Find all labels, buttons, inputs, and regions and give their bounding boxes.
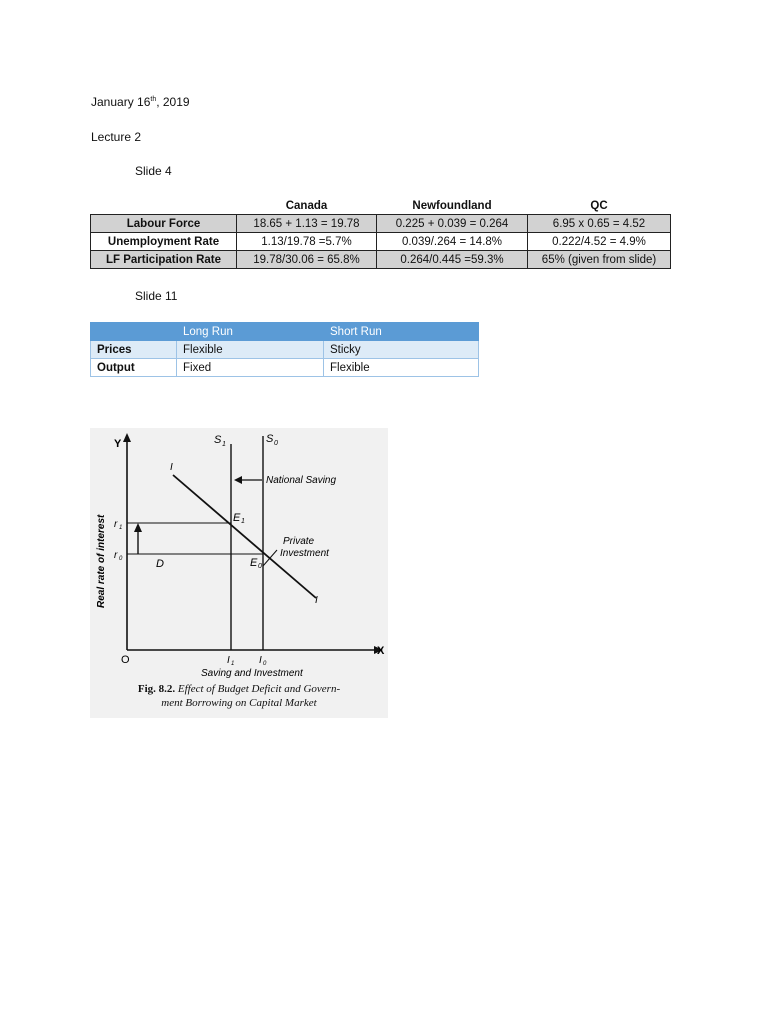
e0-subscript: 0: [258, 563, 262, 570]
table-header-cell: Short Run: [324, 323, 479, 341]
table-cell: 0.264/0.445 =59.3%: [377, 251, 528, 269]
table-cell: Sticky: [324, 341, 479, 359]
r0-subscript: 0: [119, 556, 123, 562]
s1-subscript: 1: [222, 441, 226, 448]
labour-statistics-table: [90, 197, 671, 269]
table-cell: 18.65 + 1.13 = 19.78: [237, 215, 377, 233]
table-row: [91, 341, 479, 359]
table-cell: 19.78/30.06 = 65.8%: [237, 251, 377, 269]
row-header-cell: LF Participation Rate: [91, 251, 237, 269]
date-line: [91, 95, 190, 109]
figure-number: Fig. 8.2.: [137, 683, 176, 695]
table-header-cell: Canada: [285, 199, 328, 212]
i0-label: I: [259, 655, 262, 666]
private-investment-label-1: Private: [283, 536, 315, 547]
table-cell: 0.039/.264 = 14.8%: [377, 233, 528, 251]
curve-label-bottom: I: [315, 595, 318, 606]
r1-subscript: 1: [119, 525, 123, 531]
table-row: [91, 251, 671, 269]
figure-caption: [90, 682, 388, 710]
e1-subscript: 1: [241, 518, 245, 525]
table-cell: 1.13/19.78 =5.7%: [237, 233, 377, 251]
x-axis-title: Saving and Investment: [201, 668, 303, 678]
x-axis-letter: X: [377, 645, 385, 657]
i1-subscript: 1: [231, 661, 235, 667]
figure-caption-line-1: Effect of Budget Deficit and Govern-: [177, 683, 341, 695]
interest-rise-arrowhead: [134, 523, 142, 532]
r1-label: r: [114, 519, 118, 530]
curve-label-top: I: [170, 462, 173, 473]
slide-4-heading: Slide 4: [135, 164, 172, 178]
table-row: [91, 215, 671, 233]
date-prefix: January 16: [91, 95, 151, 109]
s1-label: S: [214, 434, 222, 446]
date-superscript: th: [150, 96, 157, 103]
row-header-cell: Output: [91, 359, 177, 377]
table-cell: 65% (given from slide): [528, 251, 671, 269]
s0-subscript: 0: [274, 440, 278, 447]
e0-label: E: [250, 557, 258, 569]
table-header-cell: QC: [590, 199, 608, 212]
long-short-run-table: [90, 322, 479, 377]
table-header-row: [91, 197, 671, 215]
table-header-cell: [91, 197, 237, 215]
origin-label: O: [121, 654, 130, 666]
date-suffix: , 2019: [156, 95, 190, 109]
table-header-cell: Newfoundland: [412, 199, 492, 212]
private-investment-label-2: Investment: [280, 548, 329, 559]
r0-label: r: [114, 550, 118, 561]
table-cell: Flexible: [177, 341, 324, 359]
row-header-cell: Unemployment Rate: [91, 233, 237, 251]
row-header-cell: Prices: [91, 341, 177, 359]
figure-caption-line-2: ment Borrowing on Capital Market: [161, 697, 317, 709]
s0-label: S: [266, 433, 274, 445]
e1-label: E: [233, 512, 241, 524]
table-row: [91, 359, 479, 377]
d-label: D: [156, 558, 164, 570]
table-header-row: [91, 323, 479, 341]
y-axis-letter: Y: [114, 438, 122, 450]
lecture-heading: Lecture 2: [91, 130, 142, 144]
slide-11-heading: Slide 11: [135, 289, 178, 303]
table-cell: 0.222/4.52 = 4.9%: [528, 233, 671, 251]
y-axis-title: Real rate of interest: [96, 514, 107, 608]
y-axis-arrow: [123, 433, 131, 442]
national-saving-label: National Saving: [266, 475, 337, 486]
table-header-cell: [91, 323, 177, 341]
row-header-cell: Labour Force: [91, 215, 237, 233]
capital-market-figure: [90, 428, 388, 718]
table-cell: 0.225 + 0.039 = 0.264: [377, 215, 528, 233]
table-row: [91, 233, 671, 251]
table-cell: Fixed: [177, 359, 324, 377]
saving-investment-diagram: [90, 428, 388, 678]
table-cell: Flexible: [324, 359, 479, 377]
table-cell: 6.95 x 0.65 = 4.52: [528, 215, 671, 233]
i0-subscript: 0: [263, 661, 267, 667]
table-header-cell: Long Run: [177, 323, 324, 341]
i1-label: I: [227, 655, 230, 666]
saving-shift-arrowhead: [234, 476, 242, 484]
